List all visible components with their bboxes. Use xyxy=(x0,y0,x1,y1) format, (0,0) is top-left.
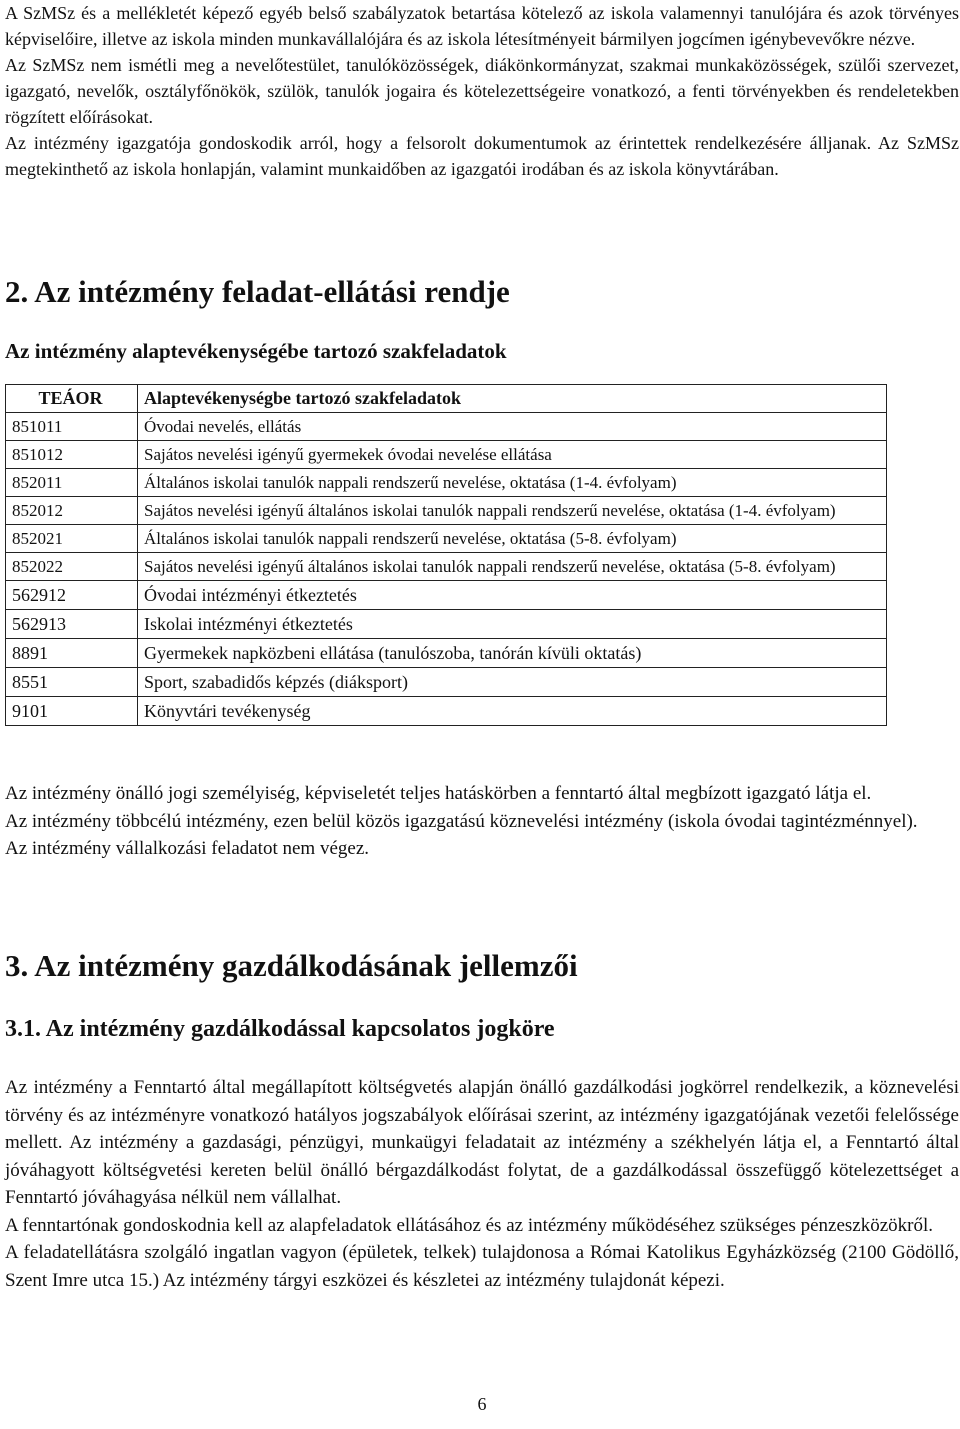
section-2-paragraph-1: Az intézmény önálló jogi személyiség, képviseletét teljes hatáskörben a fenntartó által megbízott igazgató látja el. xyxy=(5,783,872,804)
table-row xyxy=(6,525,887,553)
section-3-paragraph-2: A fenntartónak gondoskodnia kell az alapfeladatok ellátásához és az intézmény működéséhez szükséges pénzeszközökről. xyxy=(5,1214,934,1236)
section-2-subheading: Az intézmény alaptevékenységébe tartozó szakfeladatok xyxy=(5,339,507,363)
section-3-1-heading: 3.1. Az intézmény gazdálkodással kapcsolatos jogköre xyxy=(5,1016,555,1042)
teaor-table xyxy=(5,384,887,726)
section-3-paragraph-3: A feladatellátásra szolgáló ingatlan vagyon (épületek, telkek) tulajdonosa a Római Katolikus Egyházközség (2100 Gödöllő, Szent Imre utca 15.) Az intézmény tárgyi eszközei és készletei az intézmény tulajdonát képezi. xyxy=(5,1242,959,1291)
table-cell-code: 8891 xyxy=(6,639,138,668)
table-row xyxy=(6,497,887,525)
table-cell-desc: Általános iskolai tanulók nappali rendszerű nevelése, oktatása (5-8. évfolyam) xyxy=(138,525,887,553)
table-row xyxy=(6,469,887,497)
table-cell-desc: Gyermekek napközbeni ellátása (tanulószoba, tanórán kívüli oktatás) xyxy=(138,639,887,668)
table-cell-code: 562912 xyxy=(6,581,138,610)
page-number: 6 xyxy=(477,1394,487,1414)
table-cell-code: 852021 xyxy=(6,525,138,553)
table-cell-desc: Iskolai intézményi étkeztetés xyxy=(138,610,887,639)
intro-paragraph-1: A SzMSz és a mellékletét képező egyéb belső szabályzatok betartása kötelező az iskola valamennyi tanulójára és azok törvényes képviselőire, illetve az iskola minden munkavállalójára és az iskola létesítményeit bármilyen jogcímen igénybevevőkre nézve. xyxy=(5,3,959,49)
table-cell-desc: Könyvtári tevékenység xyxy=(138,697,887,726)
table-cell-code: 851012 xyxy=(6,441,138,469)
table-row xyxy=(6,639,887,668)
table-cell-code: 851011 xyxy=(6,413,138,441)
table-cell-desc: Általános iskolai tanulók nappali rendszerű nevelése, oktatása (1-4. évfolyam) xyxy=(138,469,887,497)
section-3-paragraph-1: Az intézmény a Fenntartó által megállapított költségvetés alapján önálló gazdálkodási jogkörrel rendelkezik, a köznevelési törvény és az intézményre vonatkozó hatályos jogszabályok előírásai szerint, az intézmény igazgatójának vezetői felelőssége mellett. Az intézmény a gazdasági, pénzügyi, munkaügyi feladatait az intézmény a székhelyén látja el, a Fenntartó által jóváhagyott költségvetési kereten belül önálló bérgazdálkodást folytat, de a gazdálkodással összefüggő kötelezettséget a Fenntartó jóváhagyása nélkül nem vállalhat. xyxy=(5,1077,959,1208)
table-cell-code: 8551 xyxy=(6,668,138,697)
table-cell-desc: Sajátos nevelési igényű általános iskolai tanulók nappali rendszerű nevelése, oktatása (5-8. évfolyam) xyxy=(138,553,887,581)
table-row xyxy=(6,581,887,610)
table-cell-code: 9101 xyxy=(6,697,138,726)
table-header-code: TEÁOR xyxy=(6,385,138,413)
table-row xyxy=(6,553,887,581)
intro-block xyxy=(5,0,959,182)
intro-paragraph-3 xyxy=(5,130,959,182)
table-row xyxy=(6,413,887,441)
intro-paragraph-2: Az SzMSz nem ismétli meg a nevelőtestület, tanulóközösségek, diákönkormányzat, szakmai munkaközösségek, szülői szervezet, igazgató, nevelők, osztályfőnökök, szülök, tanulók jogaira és kötelezettségeire vonatkozó, a fenti törvényekben és rendeletekben rögzített előírásokat. xyxy=(5,55,959,127)
section-3-text-block xyxy=(5,1074,959,1294)
intro-paragraph-3-part-1: Az intézmény igazgatója gondoskodik arról, hogy a felsorolt dokumentumok az érintettek rendelkezésére álljanak. xyxy=(5,133,872,153)
table-cell-code: 562913 xyxy=(6,610,138,639)
table-row xyxy=(6,610,887,639)
section-2-text-block xyxy=(5,780,959,863)
table-header-desc: Alaptevékenységbe tartozó szakfeladatok xyxy=(138,385,887,413)
table-row xyxy=(6,441,887,469)
table-row xyxy=(6,668,887,697)
section-2-paragraph-2: Az intézmény többcélú intézmény, ezen belül közös igazgatású köznevelési intézmény (iskola óvodai tagintézménnyel). xyxy=(5,810,918,832)
table-cell-desc: Óvodai intézményi étkeztetés xyxy=(138,581,887,610)
table-cell-desc: Sajátos nevelési igényű gyermekek óvodai nevelése ellátása xyxy=(138,441,887,469)
table-cell-desc: Sport, szabadidős képzés (diáksport) xyxy=(138,668,887,697)
table-cell-code: 852012 xyxy=(6,497,138,525)
section-2-paragraph-3: Az intézmény vállalkozási feladatot nem végez. xyxy=(5,838,370,859)
table-cell-code: 852011 xyxy=(6,469,138,497)
table-cell-desc: Óvodai nevelés, ellátás xyxy=(138,413,887,441)
intro-paragraph-3-part-2: Az SzMSz megtekinthető az iskola honlapján, valamint munkaidőben az igazgatói irodában és az iskola könyvtárában. xyxy=(5,133,959,179)
table-header-row xyxy=(6,385,887,413)
table-row xyxy=(6,697,887,726)
section-2-heading: 2. Az intézmény feladat-ellátási rendje xyxy=(5,274,510,309)
table-cell-desc: Sajátos nevelési igényű általános iskolai tanulók nappali rendszerű nevelése, oktatása (1-4. évfolyam) xyxy=(138,497,887,525)
section-3-heading: 3. Az intézmény gazdálkodásának jellemzői xyxy=(5,948,578,983)
table-cell-code: 852022 xyxy=(6,553,138,581)
